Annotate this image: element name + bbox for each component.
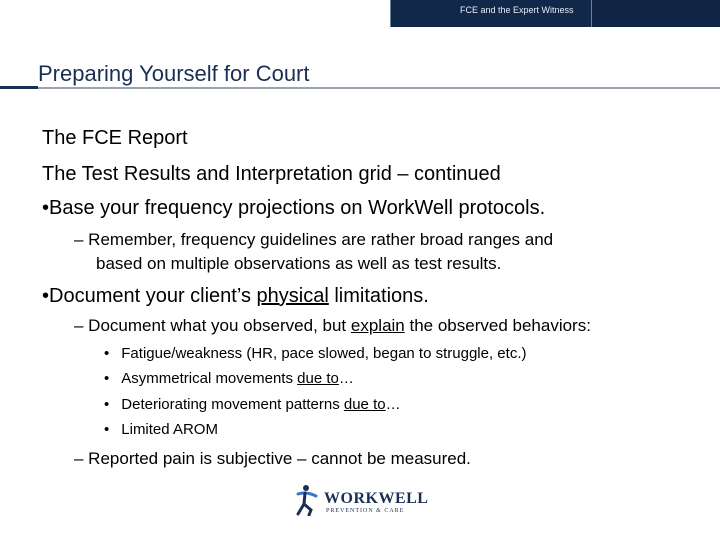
header-right-block xyxy=(591,0,720,27)
logo-tagline: PREVENTION & CARE xyxy=(326,508,405,514)
underlined-word: due to xyxy=(343,396,386,413)
item-text: Limited AROM xyxy=(121,421,218,438)
list-item xyxy=(104,395,401,415)
bullet-physical-limitations xyxy=(42,284,429,308)
sub-bullet-text-end: the observed behaviors: xyxy=(404,316,591,335)
slide-title: Preparing Yourself for Court xyxy=(38,61,310,86)
sub-bullet-text: – Document what you observed, but xyxy=(74,316,351,335)
heading-grid: The Test Results and Interpretation grid – continued xyxy=(42,163,501,185)
item-marker: • xyxy=(104,370,110,387)
running-figure-icon xyxy=(292,484,322,516)
workwell-logo xyxy=(292,484,429,518)
item-text: Deteriorating movement patterns xyxy=(121,396,344,413)
list-item xyxy=(104,344,526,364)
title-underline-accent xyxy=(0,86,38,89)
sub-bullet-frequency-line1: – Remember, frequency guidelines are rather broad ranges and xyxy=(74,230,554,249)
underlined-word: physical xyxy=(256,285,329,307)
item-text-end: … xyxy=(338,370,354,387)
item-text-end: … xyxy=(385,396,401,413)
logo-wordmark: WORKWELL xyxy=(324,490,429,507)
bullet-frequency: •Base your frequency projections on WorkWell protocols. xyxy=(42,197,546,219)
list-item xyxy=(104,369,354,389)
sub-bullet-pain: – Reported pain is subjective – cannot be measured. xyxy=(74,449,471,468)
underlined-word: explain xyxy=(350,316,405,335)
item-marker: • xyxy=(104,421,110,438)
list-item xyxy=(104,420,218,440)
item-text: Fatigue/weakness (HR, pace slowed, began to struggle, etc.) xyxy=(121,345,527,362)
underlined-word: due to xyxy=(297,370,339,387)
item-text: Asymmetrical movements xyxy=(121,370,298,387)
bullet-text-end: limitations. xyxy=(328,285,429,307)
item-marker: • xyxy=(104,396,110,413)
bullet-text: •Document your client’s xyxy=(42,285,257,307)
sub-bullet-frequency-line2: based on multiple observations as well as test results. xyxy=(96,254,502,273)
heading-fce-report: The FCE Report xyxy=(42,127,188,149)
sub-bullet-document xyxy=(74,315,591,337)
title-underline xyxy=(0,87,720,89)
header-divider xyxy=(390,0,391,27)
running-title: FCE and the Expert Witness xyxy=(460,5,574,15)
item-marker: • xyxy=(104,345,110,362)
